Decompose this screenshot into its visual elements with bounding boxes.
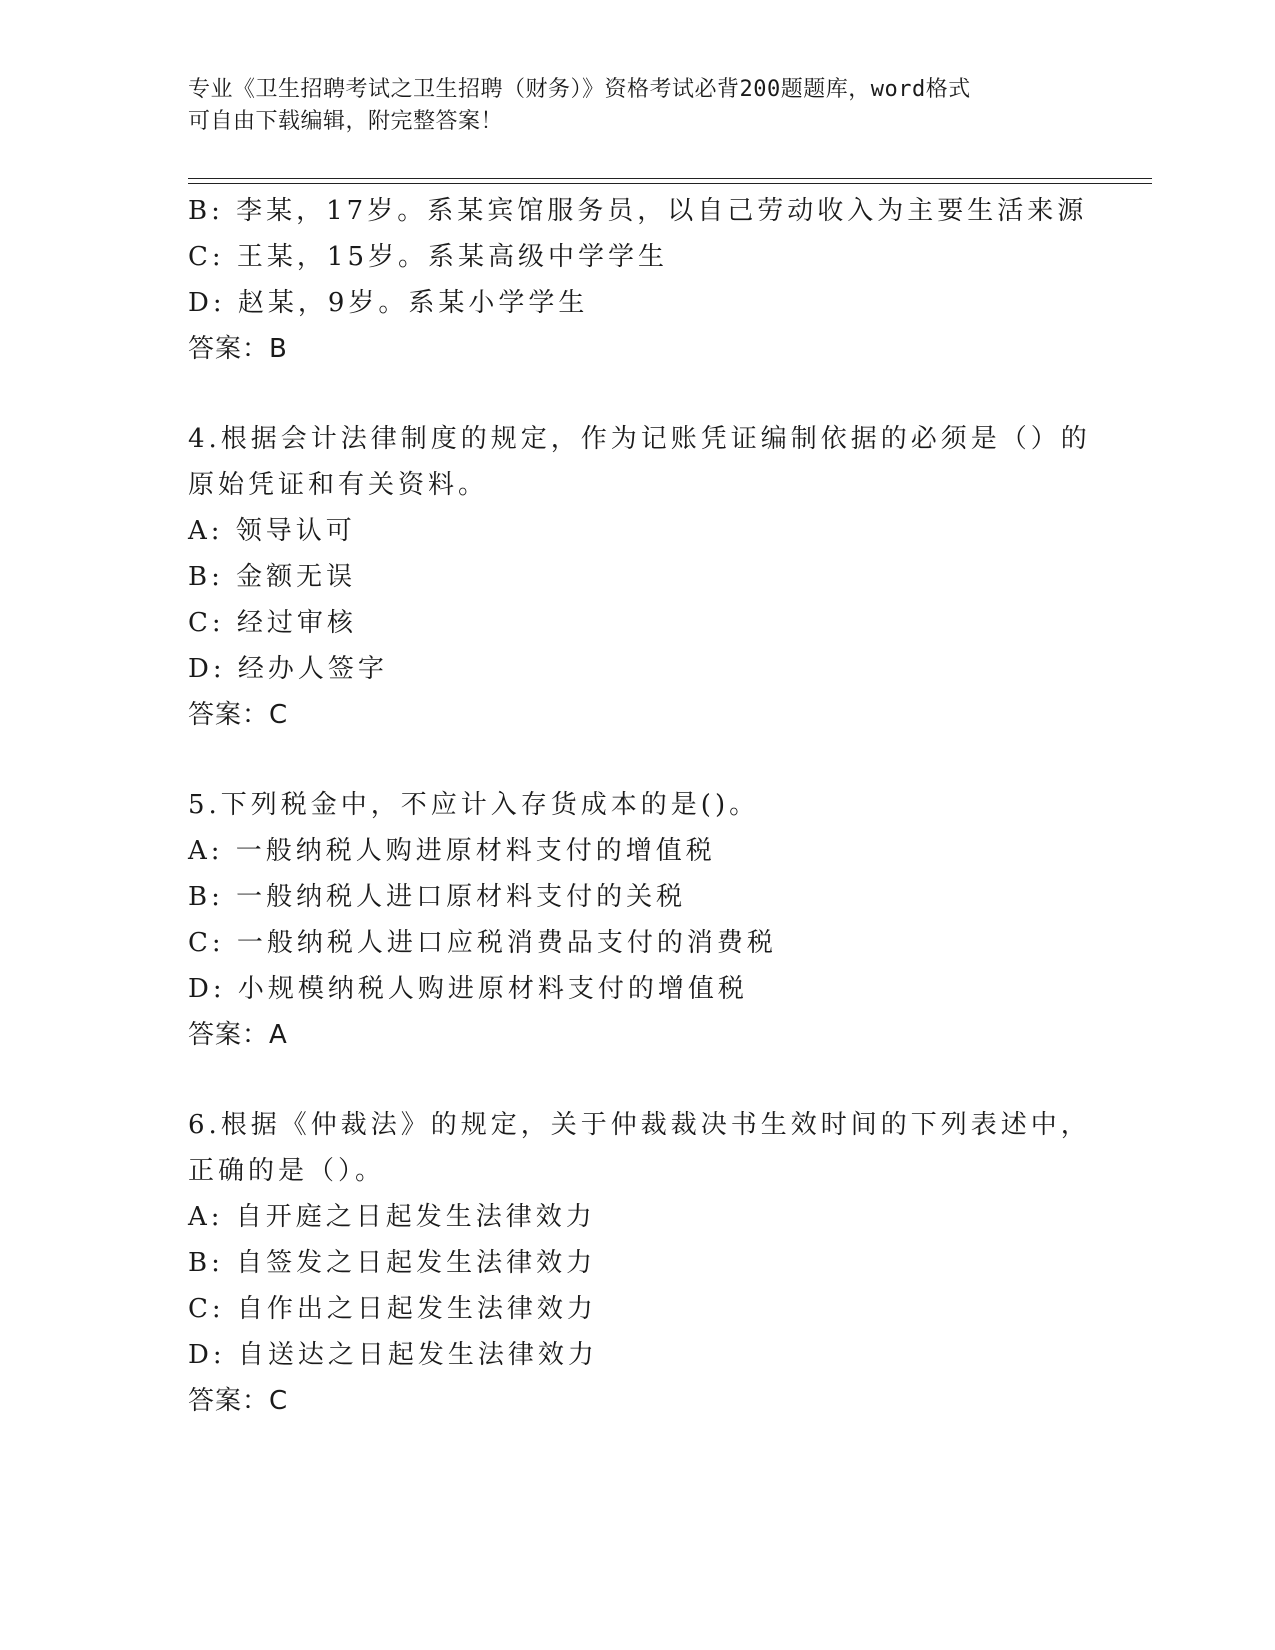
question-5-option-a: A: 一般纳税人购进原材料支付的增值税 (188, 836, 716, 866)
question-6 (188, 1102, 1128, 1424)
header-title-line-2: 可自由下载编辑，附完整答案！ (188, 109, 504, 134)
header-divider-bottom (188, 183, 1152, 184)
question-6-option-a: A: 自开庭之日起发生法律效力 (188, 1202, 596, 1232)
header-title-line-1: 专业《卫生招聘考试之卫生招聘（财务）》资格考试必背200题题库，word格式 (188, 77, 971, 102)
question-5-option-c: C: 一般纳税人进口应税消费品支付的消费税 (188, 928, 777, 958)
question-6-stem-line-1: 6.根据《仲裁法》的规定，关于仲裁裁决书生效时间的下列表述中， (188, 1110, 1091, 1140)
question-4-stem-line-1: 4.根据会计法律制度的规定，作为记账凭证编制依据的必须是（）的 (188, 424, 1091, 454)
question-4-option-a: A: 领导认可 (188, 516, 356, 546)
question-5-option-d: D: 小规模纳税人购进原材料支付的增值税 (188, 974, 748, 1004)
question-5-option-b: B: 一般纳税人进口原材料支付的关税 (188, 882, 687, 912)
question-list (188, 188, 1128, 1424)
question-6-option-c: C: 自作出之日起发生法律效力 (188, 1294, 597, 1324)
question-4-option-c: C: 经过审核 (188, 608, 357, 638)
question-3-answer: 答案：B (188, 334, 288, 364)
question-5-stem-line-1: 5.下列税金中，不应计入存货成本的是()。 (188, 790, 760, 820)
question-3 (188, 188, 1128, 372)
question-4-answer: 答案：C (188, 700, 289, 730)
question-4-option-d: D: 经办人签字 (188, 654, 388, 684)
question-5 (188, 782, 1128, 1058)
question-6-option-b: B: 自签发之日起发生法律效力 (188, 1248, 597, 1278)
question-4-option-b: B: 金额无误 (188, 562, 357, 592)
question-4-stem-line-2: 原始凭证和有关资料。 (188, 470, 489, 500)
question-6-stem-line-2: 正确的是（）。 (188, 1156, 386, 1186)
question-5-answer: 答案：A (188, 1020, 288, 1050)
document-header (188, 74, 1088, 138)
question-4 (188, 416, 1128, 738)
question-6-answer: 答案：C (188, 1386, 289, 1416)
question-3-option-d: D: 赵某，9岁。系某小学学生 (188, 288, 589, 318)
header-divider-top (188, 178, 1152, 179)
question-6-option-d: D: 自送达之日起发生法律效力 (188, 1340, 598, 1370)
question-3-option-b: B: 李某，17岁。系某宾馆服务员，以自己劳动收入为主要生活来源 (188, 196, 1088, 226)
question-3-option-c: C: 王某，15岁。系某高级中学学生 (188, 242, 669, 272)
